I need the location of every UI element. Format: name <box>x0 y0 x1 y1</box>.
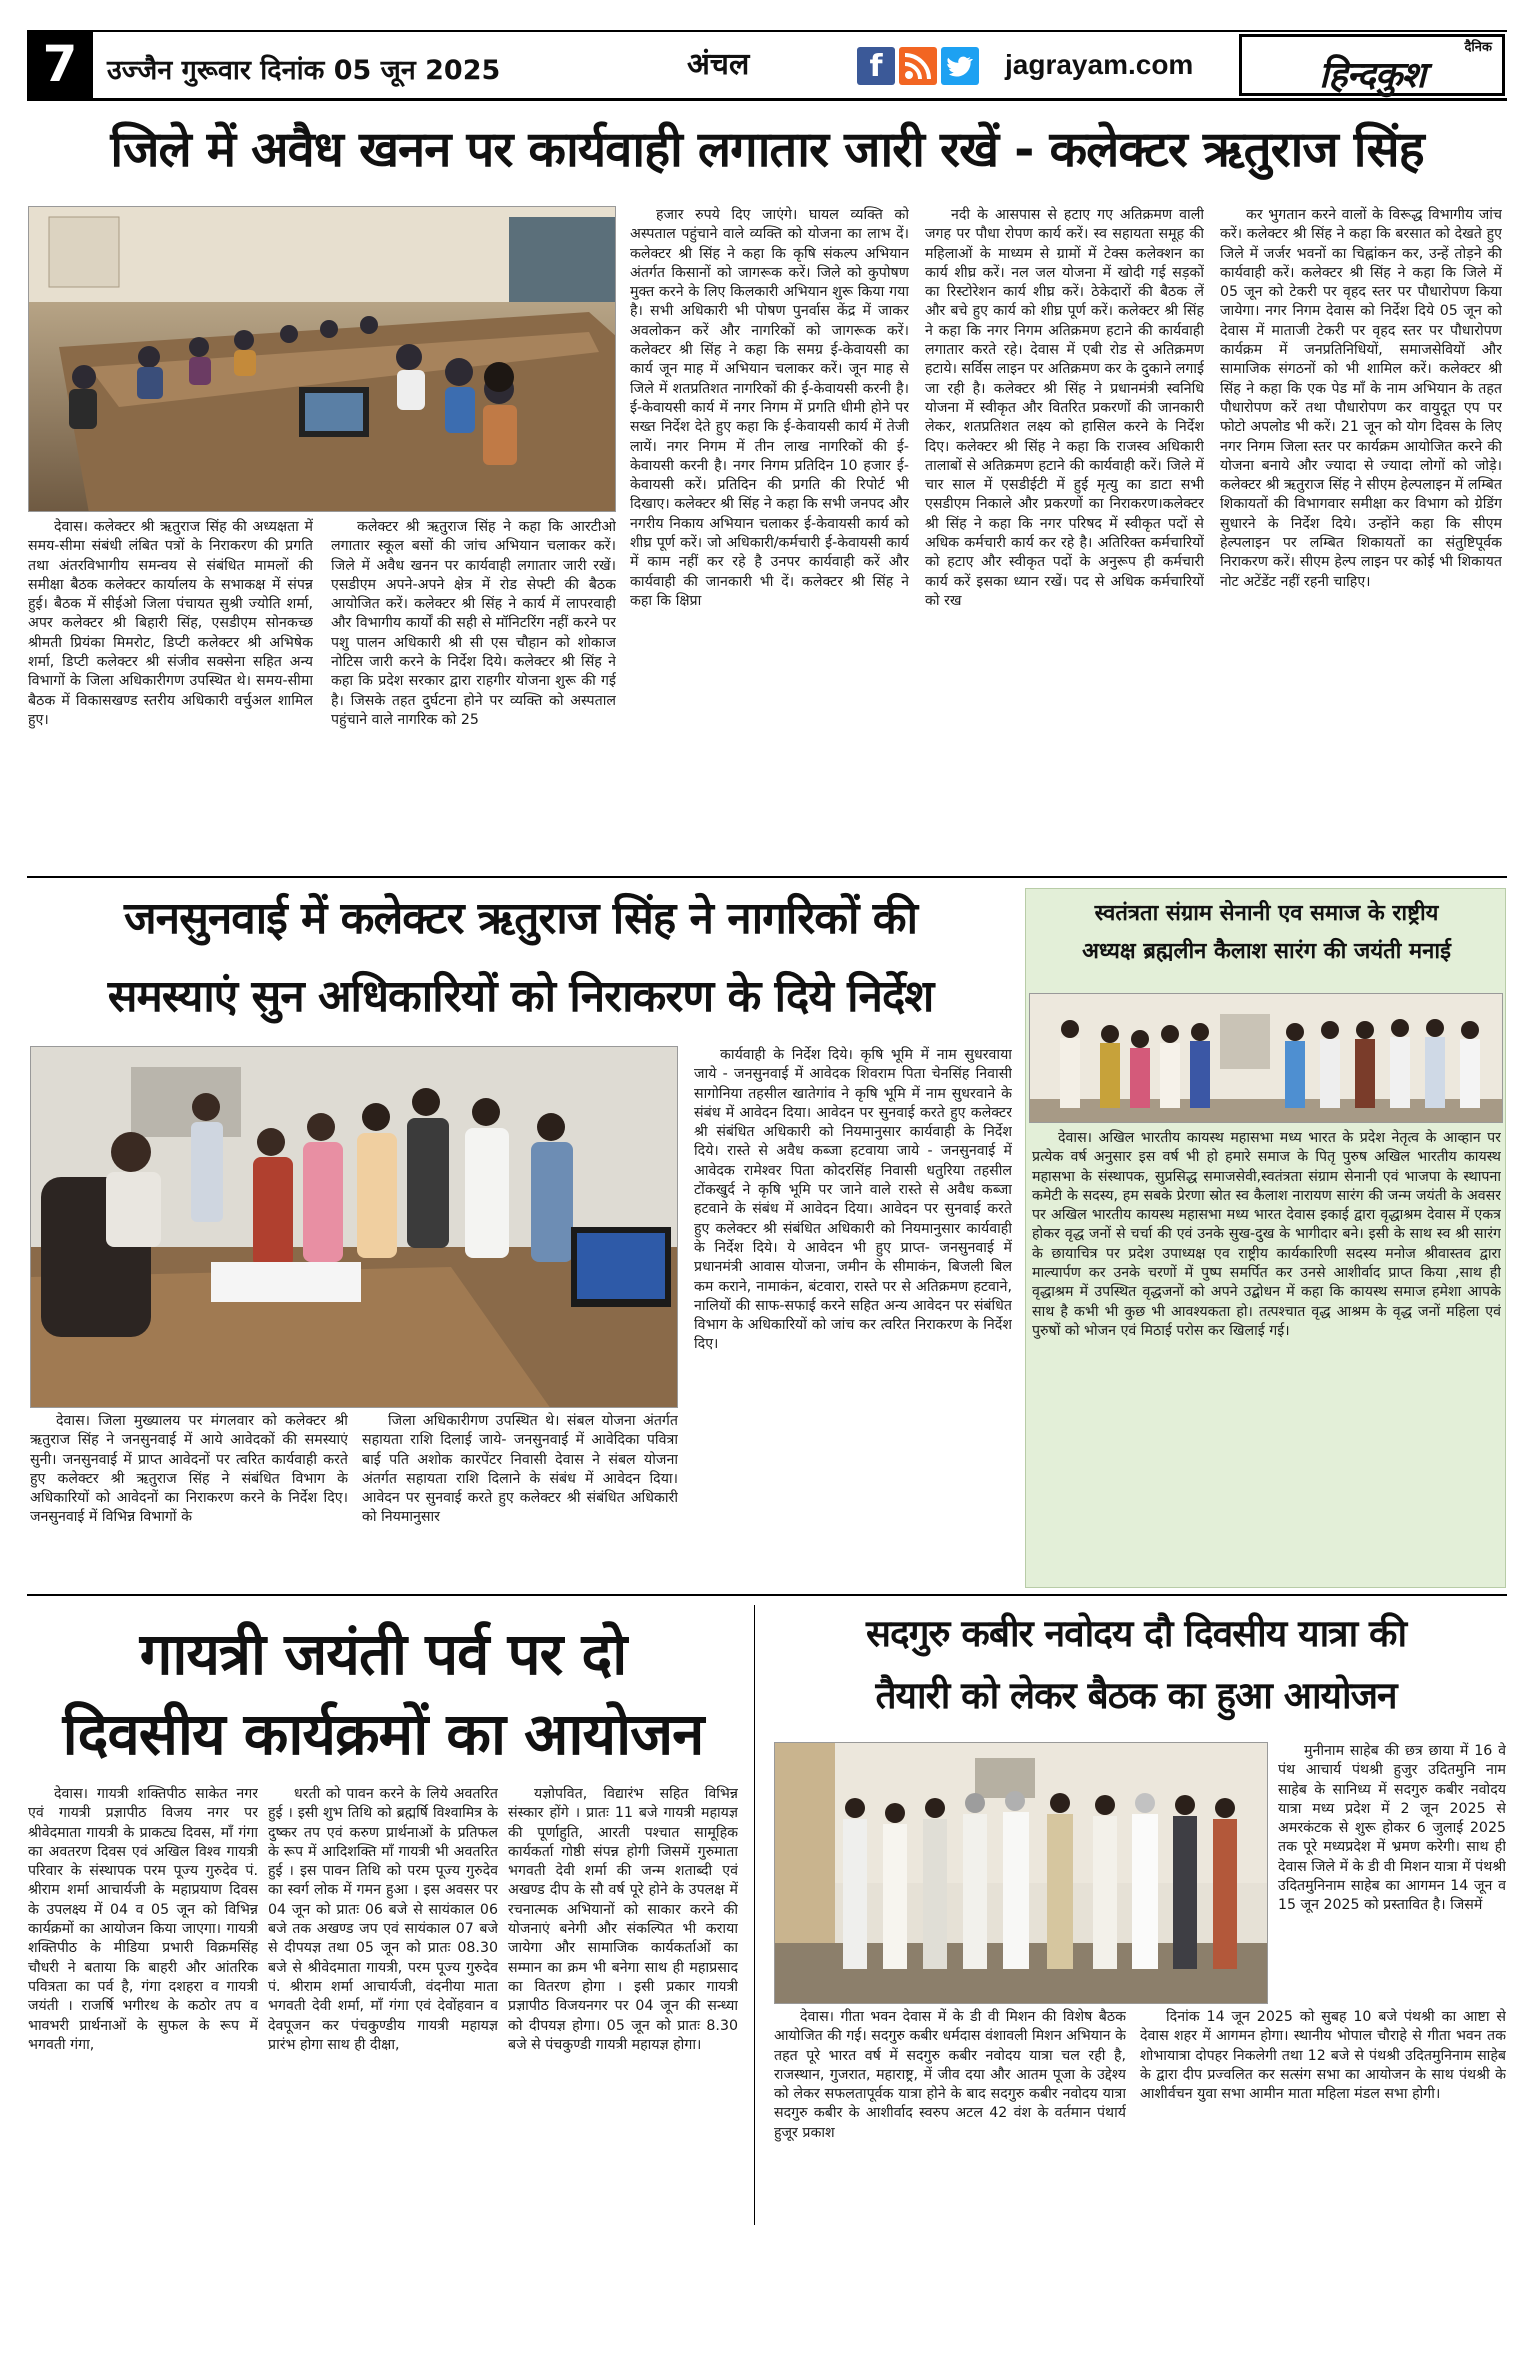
article4-col3: यज्ञोपवित, विद्यारंभ सहित विभिन्न संस्कार होंगे । प्रातः 11 बजे गायत्री महायज्ञ की पूर्णाहुति, आरती पश्चात सामूहिक कार्यकर्ता गोष्ठी संपन्न होगी जिसमें गुरुमाता भगवती देवी शर्मा की जन्म शताब्दी एवं अखण्ड दीप के सौ वर्ष पूरे होने के उपलक्ष में रचनात्मक अभियानों को साकार करने की योजनाएं बनेगी और संकल्पित भी कराया जायेगा और सामाजिक कार्यकर्ताओं का सम्मान का क्रम भी बनेगा साथ ही महाप्रसाद का वितरण होगा । इसी प्रकार गायत्री प्रज्ञापीठ विजयनगर पर 04 जून की सन्ध्या को दीपयज्ञ होगा। 05 जून को प्रातः 8.30 बजे से पंचकुण्डी गायत्री महायज्ञ होगा। <box>508 1786 738 2053</box>
article2-col2: जिला अधिकारीगण उपस्थित थे। संबल योजना अंतर्गत सहायता राशि दिलाई जाये- जनसुनवाई में आवेदिका पवित्रा बाई पति अशोक कारपेंटर निवासी देवास ने संबल योजना अंतर्गत सहायता राशि दिलाने के संबंध में आवेदन दिया। आवेदन पर सुनवाई करते हुए कलेक्टर श्री संबंधित अधिकारी को नियमानुसार <box>362 1413 678 1526</box>
logo-tag: दैनिक <box>1464 40 1492 55</box>
headline-kabir-2: तैयारी को लेकर बैठक का हुआ आयोजन <box>875 1674 1397 1717</box>
website-url[interactable]: jagrayam.com <box>1005 49 1194 80</box>
headline-kabir-1: सदगुरु कबीर नवोदय दौ दिवसीय यात्रा की <box>865 1612 1407 1655</box>
headline-illegal-mining: जिले में अवैध खनन पर कार्यवाही लगातार जारी रखें - कलेक्टर ऋतुराज सिंह <box>110 121 1424 178</box>
article2-col3: कार्यवाही के निर्देश दिये। कृषि भूमि में नाम सुधरवाया जाये - जनसुनवाई में आवेदक शिवराम पिता चेनसिंह निवासी सागोनिया तहसील खातेगांव ने कृषि भूमि में नाम सुधरवाने के संबंध में आवेदन दिया। आवेदन पर सुनवाई करते हुए कलेक्टर श्री संबंधित अधिकारी को नियमानुसार कार्यवाही के निर्देश दिये। रास्ते से अवैध कब्जा हटवाया जाये - जनसुनवाई में आवेदक रामेश्वर पिता कोदरसिंह निवासी धतुरिया तहसील टोंकखुर्द ने कृषि भूमि पर जाने वाले रास्ते से अवैध कब्जा हटवाने के संबंध में आवेदन दिया। आवेदन पर सुनवाई करते हुए कलेक्टर श्री संबंधित अधिकारी को नियमानुसार कार्यवाही के निर्देश दिये। ये आवेदन भी हुए प्राप्त- जनसुनवाई में प्रधानमंत्री आवास योजना, जमीन के सीमाकंन, बिजली बिल कम कराने, नामाकंन, बंटवारा, रास्ते पर से अतिक्रमण हटवाने, नालियों की साफ-सफाई करने सहित अन्य आवेदन पर संबंधित विभाग के अधिकारियों को जांच कर त्वरित निराकरण के निर्देश दिए। <box>694 1047 1012 1353</box>
article4-col2: धरती को पावन करने के लिये अवतरित हुई । इसी शुभ तिथि को ब्रह्मर्षि विश्वामित्र के दुष्कर तप एवं करुण प्रार्थनाओं के प्रतिफल के रूप में आदिशक्ति माँ गायत्री भी अवतरित हुई । इस पावन तिथि को परम पूज्य गुरुदेव का स्वर्ग लोक में गमन हुआ । इस अवसर पर 04 जून को प्रातः 06 बजे से सायंकाल 06 बजे तक अखण्ड जप एवं सायंकाल 07 बजे से दीपयज्ञ तथा 05 जून को प्रातः 08.30 बजे से श्रीवेदमाता गायत्री, परम पूज्य गुरुदेव पं. श्रीराम शर्मा आचार्यजी, वंदनीया माता भगवती देवी शर्मा, माँ गंगा एवं देवोंहवान व देवपूजन कर पंचकुण्डीय गायत्री महायज्ञ प्रारंभ होगा साथ ही दीक्षा, <box>268 1786 498 2053</box>
facebook-icon[interactable]: f <box>857 47 895 85</box>
article1-col5: कर भुगतान करने वालों के विरूद्ध विभागीय जांच करें। कलेक्टर श्री सिंह ने कहा कि बरसात को देखते हुए जिले में जर्जर भवनों का चिह्नांकन कर, उन्हें तोड़ने की कार्यवाही करें। कलेक्टर श्री सिंह ने कहा कि जिले में 05 जून को टेकरी पर वृहद स्तर पर पौधारोपण किया जायेगा। नगर निगम देवास को निर्देश दिये 05 जून को देवास में माताजी टेकरी पर वृहद स्तर पर पौधारोपण कार्यक्रम में जनप्रतिनिधियों, समाजसेवियों और सामाजिक संगठनों को भी शामिल करें। कलेक्टर श्री सिंह ने कहा कि एक पेड माँ के नाम अभियान के तहत पौधारोपण करें तथा पौधारोपण कर वायुदूत एप पर फोटो अपलोड भी करें। 21 जून को योग दिवस के लिए नगर निगम जिला स्तर पर कार्यक्रम आयोजित करने की योजना बनाये और ज्यादा से ज्यादा लोगों को जोड़े। कलेक्टर श्री ऋतुराज सिंह ने सीएम हेल्पलाइन में लम्बित शिकायतों की विभागवार समीक्षा कर विभाग को ग्रेडिंग सुधारने के निर्देश दिये। उन्होंने कहा कि सीएम हेल्पलाइन पर लम्बित शिकायतों का संतुष्टिपूर्वक निराकरण करें। सीएम हेल्प लाइन पर कोई भी शिकायत नोट अटेंडेंट नहीं रहनी चाहिए। <box>1220 207 1502 590</box>
headline-sarang-2: अध्यक्ष ब्रह्मलीन कैलाश सारंग की जयंती मनाई <box>1082 939 1451 964</box>
divider <box>27 876 1507 878</box>
photo-review-meeting <box>28 206 616 512</box>
article5-col1: देवास। गीता भवन देवास में के डी वी मिशन की विशेष बैठक आयोजित की गई। सदगुरु कबीर धर्मदास वंशावली मिशन अभियान के तहत पूरे भारत वर्ष में सदगुरु कबीर नवोदय यात्रा चल रही है, राजस्थान, गुजरात, महाराष्ट्र, में जीव दया और आतम पूजा के उद्देश्य को लेकर सफलतापूर्वक यात्रा होने के बाद सदगुरु कबीर नवोदय यात्रा सदगुरु कबीर के आशीर्वाद स्वरुप अटल 42 वंश के वर्तमान पंथार्य हुजूर प्रकाश <box>774 2009 1126 2141</box>
headline-sarang-1: स्वतंत्रता संग्राम सेनानी एव समाज के राष्ट्रीय <box>1094 901 1439 926</box>
headline-janasunvai-2: समस्याएं सुन अधिकारियों को निराकरण के दिये निर्देश <box>107 971 934 1022</box>
article5-side: मुनीनाम साहेब की छत्र छाया में 16 वे पंथ आचार्य पंथश्री हुजुर उदितमुनि नाम साहेब के सानिध्य में सदगुरु कबीर नवोदय यात्रा मध्य प्रदेश में 2 जून 2025 से अमरकंटक से शुरू होकर 6 जुलाई 2025 तक पूरे मध्यप्रदेश में भ्रमण करेगी। साथ ही देवास जिले में के डी वी मिशन यात्रा में पंथश्री उदितमुनिनाम साहेब का आगमन 14 जून व 15 जून 2025 को प्रस्तावित है। जिसमें <box>1278 1743 1506 1914</box>
article3-body: देवास। अखिल भारतीय कायस्थ महासभा मध्य भारत के प्रदेश नेतृत्व के आव्हान पर प्रत्येक वर्ष अनुसार इस वर्ष भी हो हमारे समाज के पितृ पुरुष अखिल भारतीय कायस्थ महासभा के संस्थापक, सुप्रसिद्ध समाजसेवी,स्वतंत्रता संग्राम सेनानी एवं भाजपा के स्थापना कमेटी के सदस्य, हम सबके प्रेरणा स्रोत स्व कैलाश नारायण सारंग की जन्म जयंती के अवसर पर अखिल भारतीय कायस्थ महासभा मध्य भारत देवास इकाई द्वारा वृद्धाश्रम देवास में एकत्र होकर वृद्ध जनों से चर्चा की एवं उनके सुख-दुख के भागीदार बने। इसी के साथ स्व श्री सारंग के छायाचित्र पर प्रदेश उपाध्यक्ष एव राष्ट्रीय कार्यकारिणी सदस्य मनोज श्रीवास्तव द्वारा माल्यार्पण कर उनके चरणों में पुष्प समर्पित कर उनसे आशीर्वाद प्राप्त किया ,साथ ही वृद्धाश्रम में उपस्थित वृद्धजनों को अपने उद्बोधन में कहा कि कायस्थ समाज हमेशा आपके साथ है कभी भी कुछ भी आवश्यकता हो। तत्पश्चात वृद्ध आश्रम के वृद्ध जनों महिला एवं पुरुषों को भोजन एवं मिठाई परोस कर खिलाई गई। <box>1032 1130 1501 1339</box>
article4-col1: देवास। गायत्री शक्तिपीठ साकेत नगर एवं गायत्री प्रज्ञापीठ विजय नगर पर श्रीवेदमाता गायत्री के प्राकट्य दिवस, माँ गंगा का अवतरण दिवस एवं अखिल विश्व गायत्री परिवार के संस्थापक परम पूज्य गुरुदेव पं. श्रीराम शर्मा आचार्यजी के महाप्रयाण दिवस के उपलक्ष्य में 04 व 05 जून को विभिन्न कार्यक्रमों का आयोजन किया जाएगा। गायत्री शक्तिपीठ के मीडिया प्रभारी विक्रमसिंह चौधरी ने बताया कि बाहरी और आंतरिक पवित्रता का पर्व है, गंगा दशहरा व गायत्री जयंती । राजर्षि भगीरथ के कठोर तप व भावभरी प्रार्थनाओं के सुफल के रूप में भगवती गंगा, <box>28 1786 258 2053</box>
divider <box>27 1594 1507 1596</box>
twitter-icon[interactable] <box>941 47 979 85</box>
photo-kabir-meeting <box>774 1742 1268 2004</box>
column-divider <box>754 1605 755 2225</box>
article1-col3: हजार रुपये दिए जाएंगे। घायल व्यक्ति को अस्पताल पहुंचाने वाले व्यक्ति को योजना का लाभ दें। कलेक्टर श्री सिंह ने कहा कि कृषि संकल्प अभियान अंतर्गत किसानों को जागरूक करें। जिले को कुपोषण मुक्त करने के लिए किलकारी अभियान शुरू किया गया है। सभी अधिकारी भी पोषण पुनर्वास केंद्र में जाकर अवलोकन करें और नागरिकों को जागरूक करें। कलेक्टर श्री सिंह ने कहा कि समग्र ई-केवायसी का कार्य जून माह में अभियान चलाकर करें। जून माह से जिले में शतप्रतिशत नागरिकों की ई-केवायसी करनी है। ई-केवायसी कार्य में नगर निगम में प्रगति धीमी होने पर सख्त निर्देश देते हुए कहा कि ई-केवायसी कार्य में तेजी लायें। नगर निगम में तीन लाख नागरिकों की ई-केवायसी करनी है। नगर निगम प्रतिदिन 10 हजार ई-केवायसी करें। प्रतिदिन की प्रगति की रिपोर्ट भी दिखाए। कलेक्टर श्री सिंह ने कहा कि सभी जनपद और नगरीय निकाय अभियान चलाकर ई-केवायसी कार्य को शीघ्र पूर्ण करें। जो अधिकारी/कर्मचारी ई-केवायसी कार्य में काम नहीं कर रहे है उनपर कार्यवाही करें और कार्यवाही की जानकारी भी दें। कलेक्टर श्री सिंह ने कहा कि क्षिप्रा <box>630 207 909 609</box>
article1-col4: नदी के आसपास से हटाए गए अतिक्रमण वाली जगह पर पौधा रोपण कार्य करें। स्व सहायता समूह की महिलाओं के माध्यम से ग्रामों में टेक्स कलेक्शन का कार्य शीघ्र करें। नल जल योजना में खोदी गई सड़कों का रिस्टोरेशन कार्य शीघ्र करें। ठेकेदारों की बैठक लें और बचे हुए कार्य को शीघ्र पूर्ण करें। कलेक्टर श्री सिंह ने कहा कि नगर निगम अतिक्रमण हटाने की कार्यवाही लगातार करते रहे। देवास में एबी रोड से अतिक्रमण हटाये। सर्विस लाइन पर अतिक्रमण कर के दुकाने लगाई जा रही है। कलेक्टर श्री सिंह ने प्रधानमंत्री स्वनिधि योजना में स्वीकृत और वितरित प्रकरणों की जानकारी लेकर, शतप्रतिशत लक्ष्य को हासिल करने के निर्देश दिए। कलेक्टर श्री सिंह ने कहा कि राजस्व अधिकारी तालाबों से अतिक्रमण हटाने की कार्यवाही करें। जिले में चार साल में एसडीईटी में हुई मृत्यु का डाटा सभी एसडीएम निकाले और प्रकरणों का निराकरण।कलेक्टर श्री सिंह ने कहा कि नगर परिषद में स्वीकृत पदों से अधिक कर्मचारी कार्य कर रहे है। अतिरिक्त कर्मचारियों को हटाए और स्वीकृत पदों के अनुरूप ही कर्मचारी कार्य करें इसका ध्यान रखें। पद से अधिक कर्मचारियों को रख <box>925 207 1204 609</box>
kailash-sarang-box <box>1025 888 1506 1588</box>
photo-janasunvai <box>30 1046 678 1408</box>
headline-janasunvai-1: जनसुनवाई में कलेक्टर ऋतुराज सिंह ने नागरिकों की <box>124 893 917 944</box>
article5-col2: दिनांक 14 जून 2025 को सुबह 10 बजे पंथश्री का आष्टा से देवास शहर में आगमन होगा। स्थानीय भोपाल चौराहे से गीता भवन तक शोभायात्रा दोपहर निकलेगी तथा 12 बजे से पंथश्री उदितमुनिनाम साहेब के द्वारा दीप प्रज्वलित कर सत्संग सभा का आयोजन के साथ पंथश्री के आशीर्वचन युवा सभा आमीन माता महिला मंडल सभा होगी। <box>1140 2009 1506 2103</box>
article1-col2: कलेक्टर श्री ऋतुराज सिंह ने कहा कि आरटीओ लगातार स्कूल बसों की जांच अभियान चलाकर करें। जिले में अवैध खनन पर कार्यवाही लगातार जारी रखें। एसडीएम अपने-अपने क्षेत्र में रोड सेफ्टी की बैठक आयोजित करें। कलेक्टर श्री सिंह ने कार्य में लापरवाही और विभागीय कार्यों की सही से मॉनिटरिंग नहीं करने पर पशु पालन अधिकारी श्री सी एस चौहान को शोकाज नोटिस जारी करने के निर्देश दिये। कलेक्टर श्री सिंह ने कहा कि प्रदेश सरकार द्वारा राहगीर योजना शुरू की गई है। जिसके तहत दुर्घटना होने पर व्यक्ति को अस्पताल पहुंचाने वाले नागरिक को 25 <box>331 519 616 728</box>
logo-text: हिन्दकुश <box>1319 55 1425 96</box>
rss-icon[interactable] <box>899 47 937 85</box>
headline-gayatri-2: दिवसीय कार्यक्रमों का आयोजन <box>62 1700 704 1768</box>
masthead <box>27 30 1507 101</box>
article2-col1: देवास। जिला मुख्यालय पर मंगलवार को कलेक्टर श्री ऋतुराज सिंह ने जनसुनवाई में आये आवेदकों की समस्याएं सुनी। जनसुनवाई में प्राप्त आवेदनों पर त्वरित कार्यवाही करते हुए कलेक्टर श्री ऋतुराज सिंह ने संबंधित विभाग के अधिकारियों को आवेदनों का निराकरण करने के निर्देश दिए। जनसुनवाई में विभिन्न विभागों के <box>30 1413 348 1526</box>
article1-col1: देवास। कलेक्टर श्री ऋतुराज सिंह की अध्यक्षता में समय-सीमा संबंधी लंबित पत्रों के निराकरण की प्रगति तथा अंतरविभागीय समन्वय से संबंधित मामलों की समीक्षा बैठक कलेक्टर कार्यालय के सभाकक्ष में संपन्न हुई। बैठक में सीईओ जिला पंचायत सुश्री ज्योति शर्मा, अपर कलेक्टर श्री बिहारी सिंह, एसडीएम सोनकच्छ श्रीमती प्रियंका मिमरोट, डिप्टी कलेक्टर श्री अभिषेक शर्मा, डिप्टी कलेक्टर श्री संजीव सक्सेना सहित अन्य विभागों के जिला अधिकारीगण उपस्थित थे। समय-सीमा बैठक में विकासखण्ड स्तरीय अधिकारी वर्चुअल शामिल हुए। <box>28 519 313 728</box>
headline-gayatri-1: गायत्री जयंती पर्व पर दो <box>139 1620 627 1688</box>
section-name: अंचल <box>687 47 750 82</box>
dateline: उज्जैन गुरूवार दिनांक 05 जून 2025 <box>107 55 501 86</box>
logo <box>1239 34 1505 96</box>
page-number: 7 <box>27 30 93 99</box>
photo-sarang-jayanti <box>1029 993 1503 1123</box>
